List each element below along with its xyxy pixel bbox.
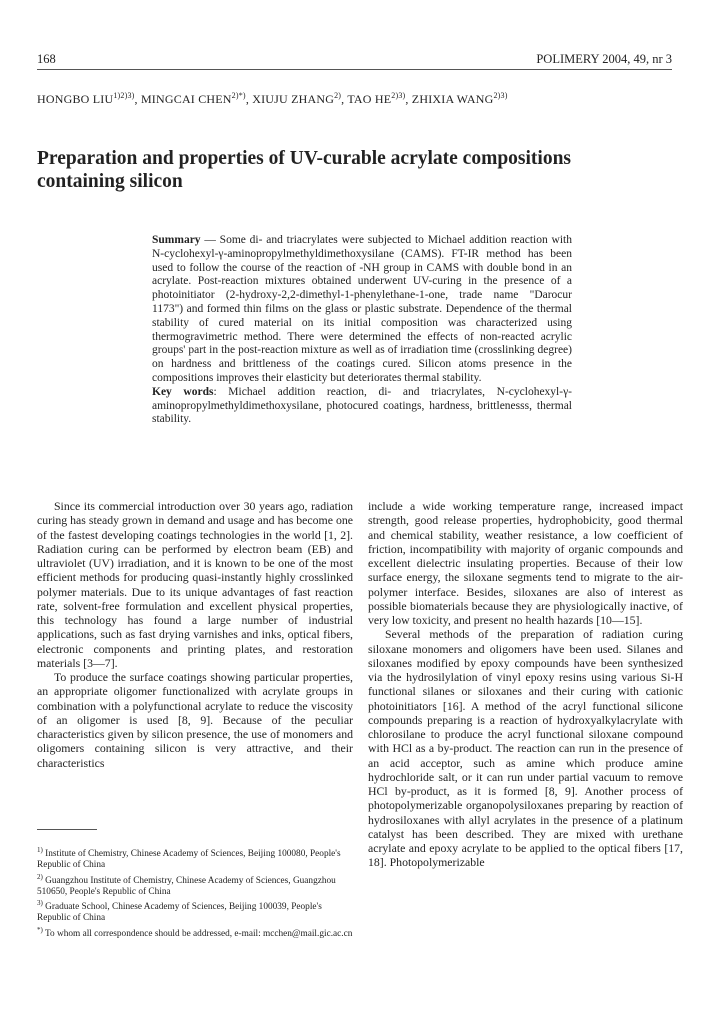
title-line: Preparation and properties of UV-curable acrylate compositions xyxy=(37,148,572,169)
footnote xyxy=(37,872,353,899)
footnotes xyxy=(37,845,353,940)
author-name: XIUJU ZHANG xyxy=(252,92,335,106)
footnote xyxy=(37,845,353,872)
body-column-right xyxy=(368,499,683,870)
body-paragraph: Several methods of the preparation of radiation curing siloxane monomers and oligomers have been used. Silanes and siloxanes modified by epoxy compounds have been synthesized via the hydrosilylation of vinyl epoxy resins using various Si-H functional silanes or siloxanes and their curing with cationic photoinitiators [16]. A method of the acryl functional silicone compounds preparing is a reaction of hydroxyalkylacrylate with chlorosilane to produce the acryl functional siloxane compound with HCl as a by-product. The reaction can run in the presence of an acid acceptor, such as amine which produce amine hydrochloride salt, or it can run under partial vacuum to remove HCl by-product, as it is formed [8, 9]. Another process of photopolymerizable organopolysiloxanes preparing by reaction of hydrosiloxanes with allyl acrylates in the presence of a platinum catalyst has been described. They are mixed with urethane acrylate and epoxy acrylate to be applied to the optical fibers [17, 18]. Photopolymerizable xyxy=(368,627,683,870)
footnote-text: Guangzhou Institute of Chemistry, Chinese Academy of Sciences, Guangzhou 510650, People's Republic of China xyxy=(37,875,336,897)
author-name: MINGCAI CHEN xyxy=(140,92,232,106)
body-paragraph: To produce the surface coatings showing particular properties, an appropriate oligomer functionalized with acrylate groups in combination with a polyfunctional acrylate to reduce the viscosity of an oligomer is used [8, 9]. Because of the peculiar characteristics given by silicon presence, the use of monomers and oligomers containing silicon is very attractive, and their characteristics xyxy=(37,670,353,770)
summary-label: Summary xyxy=(152,234,201,246)
header-rule xyxy=(37,69,672,70)
keywords-paragraph xyxy=(152,386,572,427)
body-paragraph: Since its commercial introduction over 30 years ago, radiation curing has steady grown in demand and usage and has become one of the fastest developing coatings technologies in the world [1, 2]. Radiation curing can be performed by electron beam (EB) and ultraviolet (UV) irradiation, and it is known to be one of the most efficient methods for producing quasi-instantly highly crosslinked polymer materials. Due to its unique advantages of fast reaction rate, solvent-free formulation and excellent physical properties, this technology has found a large number of industrial applications, such as fast drying varnishes and inks, optical fibers, electronic components and printing plates, and restoration materials [3—7]. xyxy=(37,499,353,670)
affiliation-mark: 2)3) xyxy=(493,91,508,100)
article-title xyxy=(37,147,684,193)
author-name: HONGBO LIU xyxy=(37,92,114,106)
author-list: HONGBO $LIU^{1)2)3)}$, MINGCAI $CHEN^{2)*)}$, XIUJU ZHANG$^{2)}$, TAO $HE^{2)3)}$, ZHIXIA $WANG^{2)3)}$ xyxy=(37,91,508,106)
footnote xyxy=(37,898,353,925)
footnote-text: Institute of Chemistry, Chinese Academy of Sciences, Beijing 100080, People's Republic of China xyxy=(37,849,341,871)
summary-text: — Some di- and triacrylates were subjected to Michael addition reaction with N-cyclohexyl-γ-aminopropylmethyldimethoxysilane (CAMS). FT-IR method has been used to follow the course of the reaction of -NH group in CAMS with double bond in an acrylate. Post-reaction mixtures obtained underwent UV-curing in the presence of a photoinitiator (2-hydroxy-2,2-dimethyl-1-phenylethane-1-one, trade name "Darocur 1173") and formed thin films on the glass or plastic substrate. Dependence of the thermal stability of cured material on its initial composition was characterized using thermogravimetric method. There were determined the effects of non-reacted acrylic groups' part in the post-reaction mixture as well as of irradiation time (crosslinking degree) on hardness and brittleness of the coatings cured. Silicon atoms presence in the compositions improves their elasticity but deteriorates thermal stability. xyxy=(152,234,572,384)
summary-paragraph xyxy=(152,234,572,386)
footnote-text: To whom all correspondence should be addressed, e-mail: mcchen@mail.gic.ac.cn xyxy=(42,928,353,939)
footnote-rule xyxy=(37,829,97,830)
author-name: ZHIXIA WANG xyxy=(411,92,494,106)
footnote-mark: 3) xyxy=(37,899,43,907)
affiliation-mark: 2) xyxy=(334,91,342,100)
title-line: containing silicon xyxy=(37,171,183,192)
affiliation-mark: 2)*) xyxy=(231,91,246,100)
affiliation-mark: 1)2)3) xyxy=(113,91,135,100)
abstract xyxy=(152,234,572,427)
body-paragraph: include a wide working temperature range, increased impact strength, good release properties, hydrophobicity, good thermal and chemical stability, weather resistance, a low coefficient of friction, incompatibility with majority of organic compounds and excellent dielectric insulating properties. Because of their low surface energy, the siloxane segments tend to migrate to the air-polymer interface. Besides, siloxanes are also of interest as possible biomaterials because they are physiologically inactive, of very low toxicity, and present no health hazards [10—15]. xyxy=(368,499,683,627)
keywords-label: Key words xyxy=(152,385,214,398)
footnote-mark: 1) xyxy=(37,846,43,854)
journal-citation: POLIMERY 2004, 49, nr 3 xyxy=(536,52,672,66)
page-number: 168 xyxy=(37,52,56,66)
affiliation-mark: 2)3) xyxy=(391,91,406,100)
body-column-left xyxy=(37,499,353,770)
author-name: TAO HE xyxy=(347,92,392,106)
footnote-mark: 2) xyxy=(37,872,43,881)
footnote xyxy=(37,925,353,940)
keywords-text: : Michael addition reaction, di- and triacrylates, N-cyclohexyl-γ-aminopropylmethyldimethoxysilane, photocured coatings, hardness, brittlenesss, thermal stability. xyxy=(152,385,572,426)
footnote-text: Graduate School, Chinese Academy of Sciences, Beijing 100039, People's Republic of China xyxy=(37,902,322,924)
footnote-mark: *) xyxy=(37,925,43,934)
